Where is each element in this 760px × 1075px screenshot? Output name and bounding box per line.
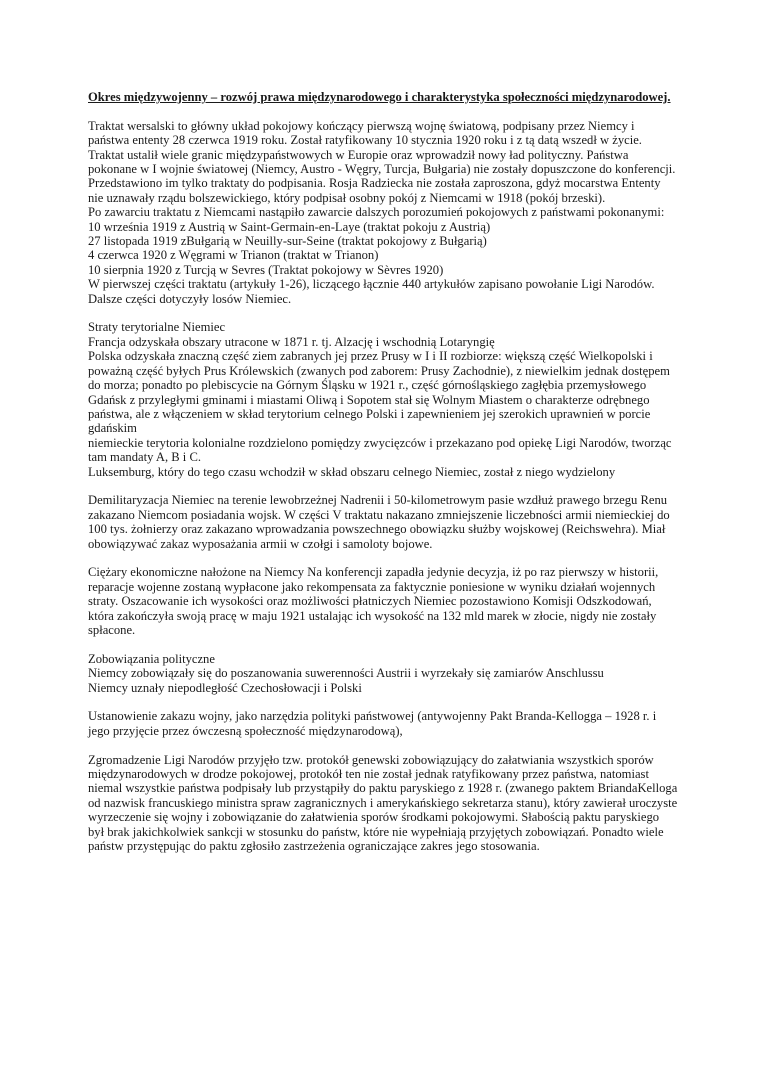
spacer bbox=[88, 551, 678, 565]
political-heading: Zobowiązania polityczne bbox=[88, 651, 215, 666]
spacer bbox=[88, 479, 678, 493]
treaty-bulgaria: 27 listopada 1919 zBułgarią w Neuilly-sur-Seine (traktat pokojowy z Bułgarią) bbox=[88, 234, 487, 249]
spacer bbox=[88, 695, 678, 709]
spacer bbox=[88, 637, 678, 651]
spacer bbox=[88, 738, 678, 752]
political-item-independence: Niemcy uznały niepodległość Czechosłowacji i Polski bbox=[88, 680, 362, 695]
versailles-league: W pierwszej części traktatu (artykuły 1-26), liczącego łącznie 440 artykułów zapisano powołanie Ligi Narodów. Dalsze części dotyczyły losów Niemiec. bbox=[88, 277, 655, 306]
territorial-item-colonies: niemieckie terytoria kolonialne rozdzielono pomiędzy zwycięzców i przekazano pod opiekę Ligi Narodów, tworząc tam mandaty A, B i C. bbox=[88, 435, 672, 465]
war-ban-paragraph: Ustanowienie zakazu wojny, jako narzędzia polityki państwowej (antywojenny Pakt Branda-Kellogga – 1928 r. i jego przyjęcie przez ówczesną społeczność międzynarodową), bbox=[88, 709, 657, 738]
territorial-item-poland: Polska odzyskała znaczną część ziem zabranych jej przez Prusy w I i II rozbiorze: większą część Wielkopolski i poważną część byłych Prus Królewskich (zwanych pod zaborem: Prusy Zachodnie), z niewielkim jednak dostępem do morza; ponadto po plebiscycie na Górnym Śląsku w 1921 r., część górnośląskiego zagłębia przemysłowego bbox=[88, 349, 670, 393]
versailles-further: Po zawarciu traktatu z Niemcami nastąpiło zawarcie dalszych porozumień pokojowych z państwami pokonanymi: bbox=[88, 205, 665, 220]
political-item-austria: Niemcy zobowiązały się do poszanowania suwerenności Austrii i wyrzekały się zamiarów Anschlussu bbox=[88, 666, 604, 681]
treaty-turkey: 10 sierpnia 1920 z Turcją w Sevres (Traktat pokojowy w Sèvres 1920) bbox=[88, 262, 444, 277]
demilitarization-paragraph: Demilitaryzacja Niemiec na terenie lewobrzeżnej Nadrenii i 50-kilometrowym pasie wzdłuż prawego brzegu Renu zakazano Niemcom posiadania wojsk. W części V traktatu nakazano zmniejszenie liczebności armii niemieckiej do 100 tys. żołnierzy oraz zakazano wprowadzania powszechnego obowiązku służby wojskowej (Reichswehra). Miał obowiązywać zakaz wyposażania armii w czołgi i samoloty bojowe. bbox=[88, 493, 670, 551]
treaty-hungary: 4 czerwca 1920 z Węgrami w Trianon (traktat w Trianon) bbox=[88, 248, 379, 263]
geneva-paragraph: Zgromadzenie Ligi Narodów przyjęło tzw. protokół genewski zobowiązujący do załatwiania wszystkich sporów międzynarodowych w drodze pokojowej, protokół ten nie został jednak ratyfikowany przez państwa, natomiast niemal wszystkie państwa podpisały lub przystąpiły do paktu paryskiego z 1928 r. (zwanego paktem BriandaKelloga od nazwisk francuskiego ministra spraw zagranicznych i amerykańskiego sekretarza stanu), który zawierał uroczyste wyrzeczenie się wojny i zobowiązanie do załatwienia sporów środkami pokojowymi. Słabością paktu paryskiego był brak jakichkolwiek sankcji w stosunku do państw, które nie wypełniają przyjętych zobowiązań. Ponadto wiele państw przystępując do paktu zgłosiło zastrzeżenia ograniczające zakres jego stosowania. bbox=[88, 752, 678, 854]
territorial-item-gdansk: Gdańsk z przyległymi gminami i miastami Oliwą i Sopotem stał się Wolnym Miastem o charakterze odrębnego państwa, ale z włączeniem w skład terytorium celnego Polski i zapewnieniem jej szerokich uprawnień w porcie gdańskim bbox=[88, 392, 651, 436]
versailles-intro: Traktat wersalski to główny układ pokojowy kończący pierwszą wojnę światową, podpisany przez Niemcy i państwa ententy 28 czerwca 1919 roku. Został ratyfikowany 10 stycznia 1920 roku i z tą datą wszedł w życie. Traktat ustalił wiele granic międzypaństwowych w Europie oraz wprowadził nowy ład polityczny. Państwa pokonane w I wojnie światowej (Niemcy, Austro - Węgry, Turcja, Bułgaria) nie zostały dopuszczone do konferencji. Przedstawiono im tylko traktaty do podpisania. Rosja Radziecka nie została zaproszona, gdyż mocarstwa Ententy nie uznawały rządu bolszewickiego, który podpisał osobny pokój z Niemcami w 1918 (pokój brzeski). bbox=[88, 118, 676, 205]
economic-paragraph: Ciężary ekonomiczne nałożone na Niemcy Na konferencji zapadła jedynie decyzja, iż po raz pierwszy w historii, reparacje wojenne zostaną wypłacone jako rekompensata za faktycznie poniesione w wyniku działań wojennych straty. Oszacowanie ich wysokości oraz możliwości płatniczych Niemiec pozostawiono Komisji Odszkodowań, która zakończyła swoją pracę w maju 1921 ustalając ich wysokość na 132 mld marek w złocie, nigdy nie zostały spłacone. bbox=[88, 565, 659, 637]
treaty-austria: 10 września 1919 z Austrią w Saint-Germain-en-Laye (traktat pokoju z Austrią) bbox=[88, 219, 491, 234]
territorial-heading: Straty terytorialne Niemiec bbox=[88, 320, 226, 335]
spacer bbox=[88, 306, 678, 320]
document-page bbox=[88, 90, 678, 853]
territorial-item-france: Francja odzyskała obszary utracone w 1871 r. tj. Alzację i wschodnią Lotaryngię bbox=[88, 334, 495, 349]
spacer bbox=[88, 104, 678, 118]
territorial-item-luxembourg: Luksemburg, który do tego czasu wchodził w skład obszaru celnego Niemiec, został z niego wydzielony bbox=[88, 464, 616, 479]
document-title: Okres międzywojenny – rozwój prawa międzynarodowego i charakterystyka społeczności międzynarodowej. bbox=[88, 90, 671, 104]
